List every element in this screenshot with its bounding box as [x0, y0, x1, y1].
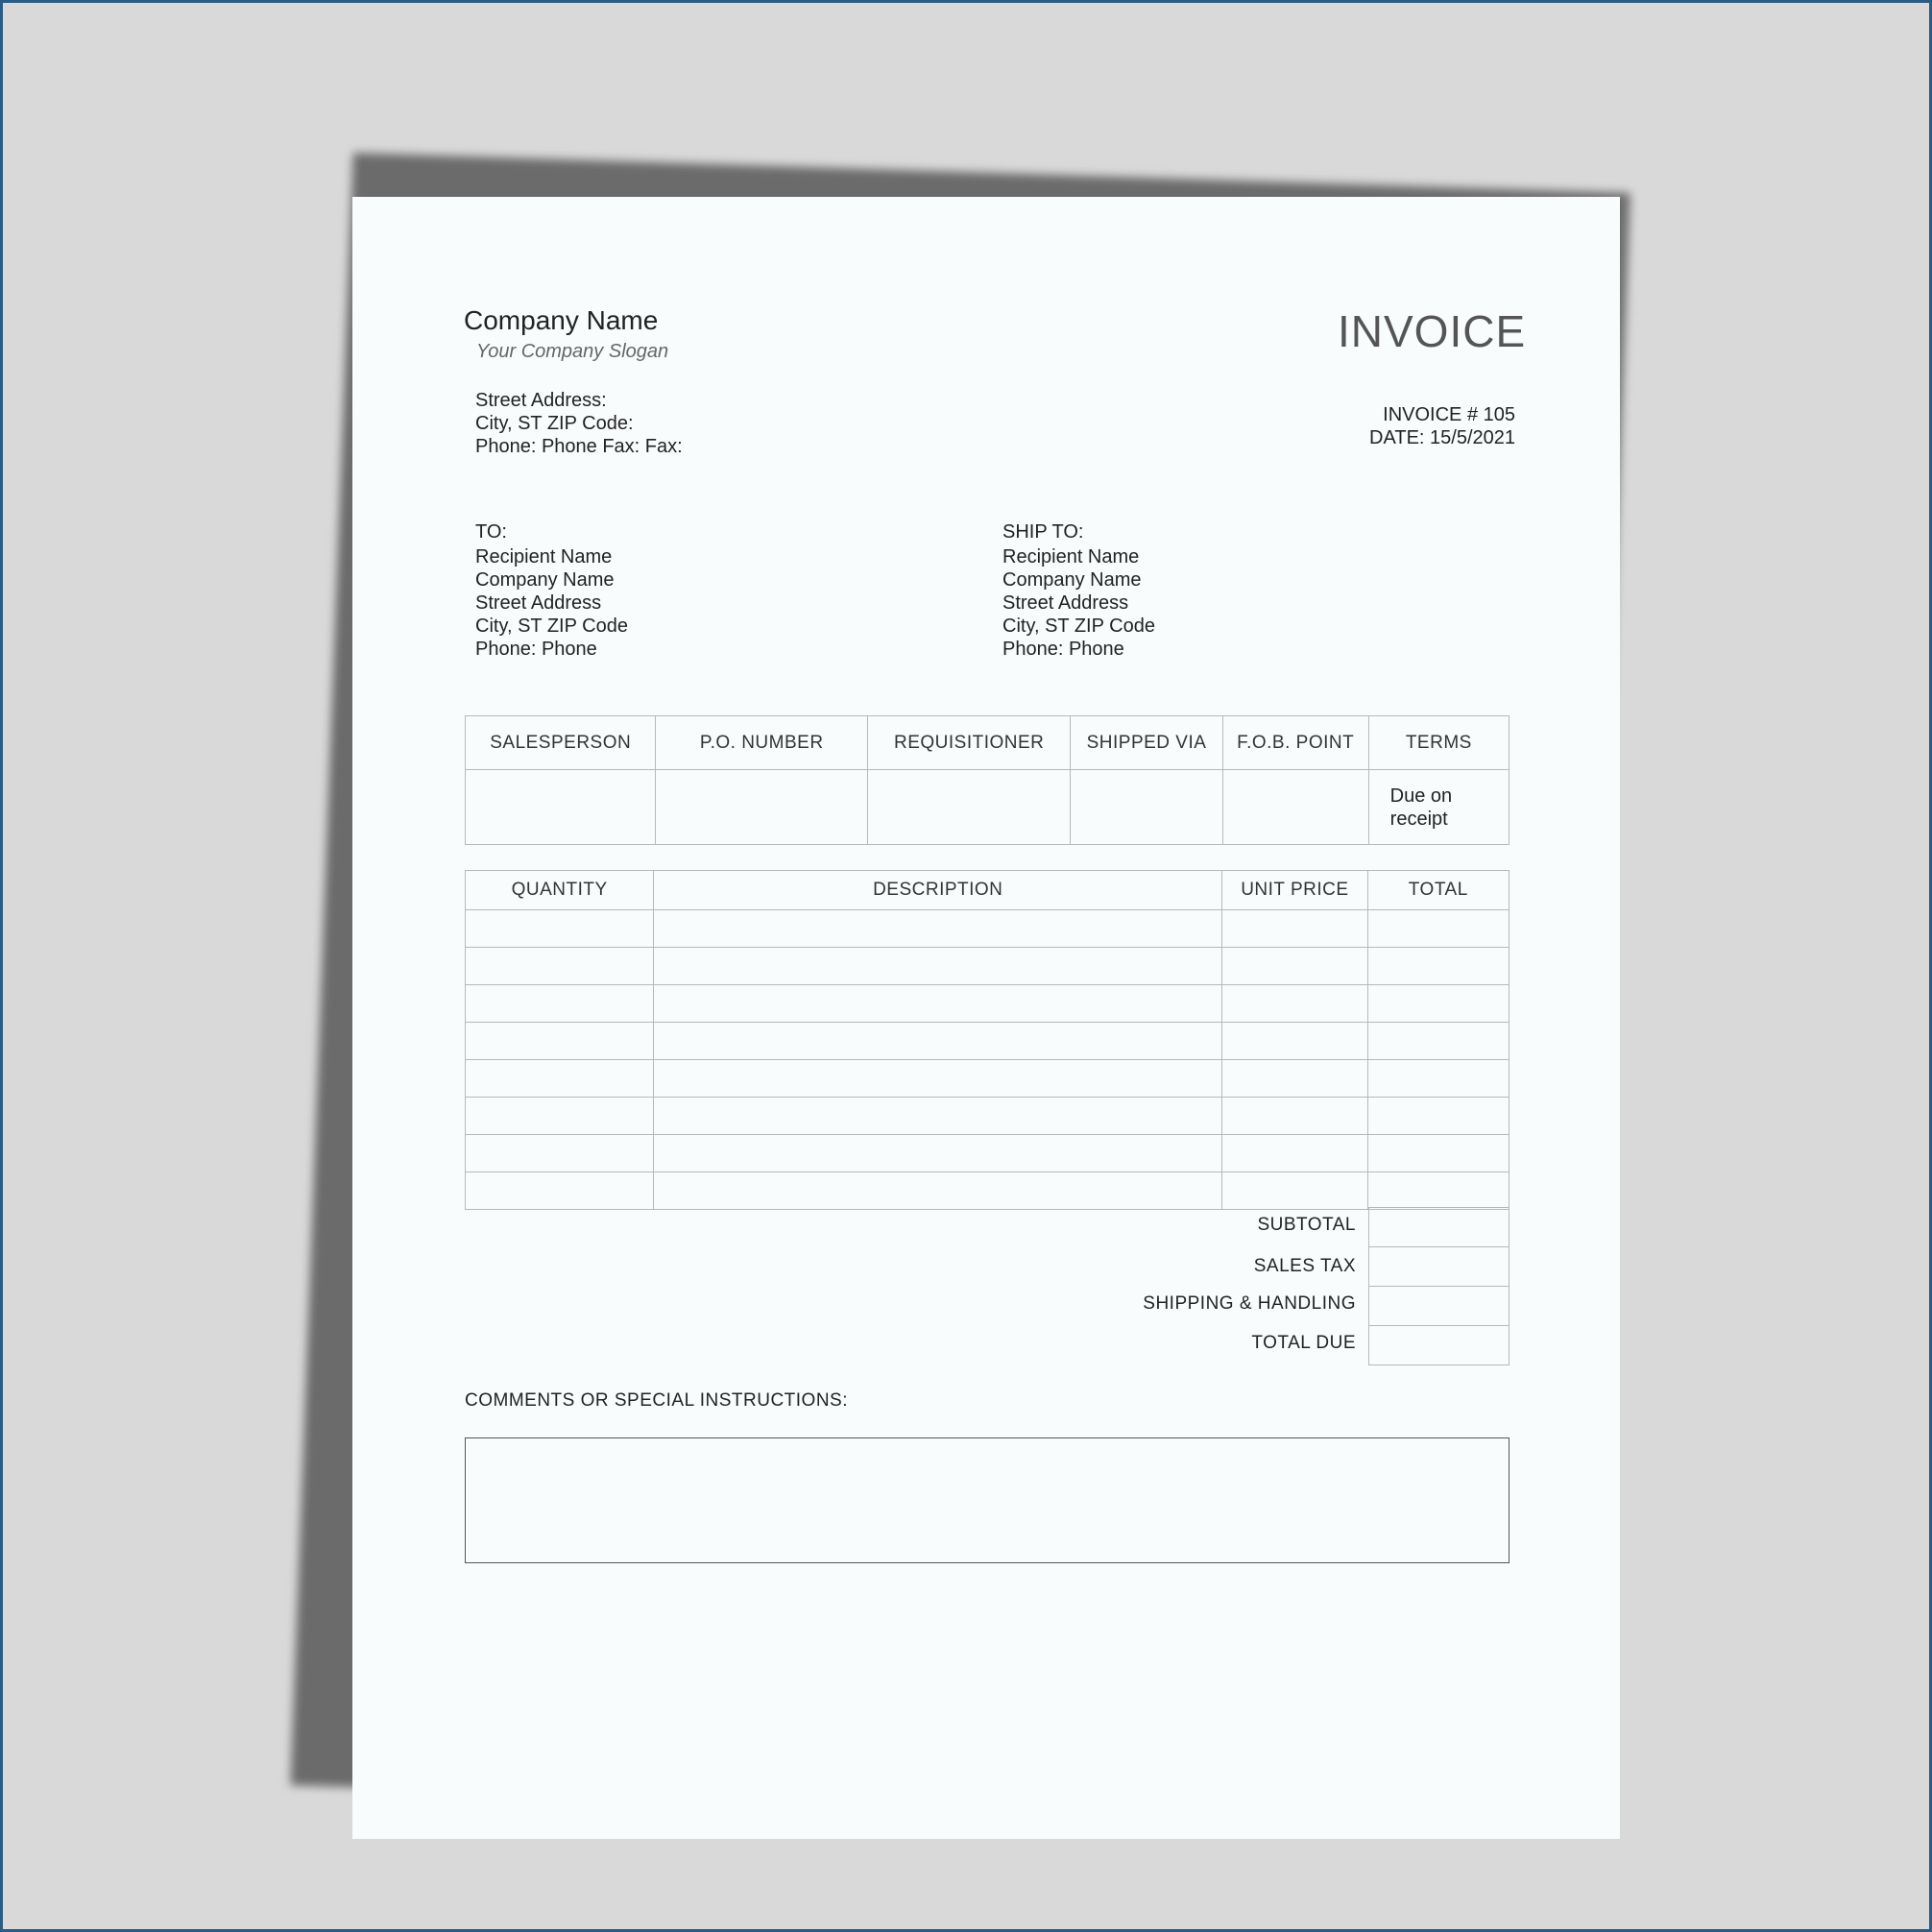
unit-price-cell[interactable]: [1222, 910, 1367, 948]
total-cell[interactable]: [1367, 948, 1509, 985]
total-cell[interactable]: [1367, 1172, 1509, 1210]
quantity-cell[interactable]: [466, 1135, 654, 1172]
ship-to-line: City, ST ZIP Code: [1002, 616, 1155, 637]
salesperson-cell[interactable]: [466, 770, 656, 845]
shipping-handling-value-box[interactable]: [1368, 1286, 1509, 1326]
bill-to-line: Recipient Name: [475, 546, 613, 568]
description-cell[interactable]: [654, 910, 1222, 948]
requisitioner-cell[interactable]: [868, 770, 1071, 845]
address-line: City, ST ZIP Code:: [475, 413, 634, 434]
total-cell[interactable]: [1367, 1135, 1509, 1172]
line-items-header-row: [466, 871, 1509, 910]
company-name: Company Name: [464, 305, 659, 335]
description-cell[interactable]: [654, 1023, 1222, 1060]
col-header-quantity: QUANTITY: [466, 871, 654, 910]
company-slogan: Your Company Slogan: [476, 341, 669, 362]
quantity-cell[interactable]: [466, 948, 654, 985]
address-line: Street Address:: [475, 390, 607, 411]
total-due-label: TOTAL DUE: [1251, 1333, 1356, 1353]
fob-point-cell[interactable]: [1222, 770, 1368, 845]
total-due-row: [960, 1325, 1509, 1364]
description-cell[interactable]: [654, 948, 1222, 985]
subtotal-value-box[interactable]: [1368, 1207, 1509, 1247]
quantity-cell[interactable]: [466, 1172, 654, 1210]
quantity-cell[interactable]: [466, 910, 654, 948]
ship-to-label: SHIP TO:: [1002, 521, 1084, 543]
description-cell[interactable]: [654, 1135, 1222, 1172]
subtotal-row: [960, 1207, 1509, 1246]
invoice-title: INVOICE: [1338, 306, 1527, 356]
ship-to-block: [1002, 520, 1155, 661]
subtotal-label: SUBTOTAL: [1257, 1215, 1356, 1235]
po-number-cell[interactable]: [656, 770, 868, 845]
ship-to-line: Phone: Phone: [1002, 639, 1124, 660]
table-row: [466, 985, 1509, 1023]
col-header-description: DESCRIPTION: [654, 871, 1222, 910]
order-info-header-row: [466, 716, 1509, 770]
quantity-cell[interactable]: [466, 985, 654, 1023]
shipped-via-cell[interactable]: [1071, 770, 1222, 845]
bill-to-label: TO:: [475, 521, 507, 543]
table-row: [466, 1172, 1509, 1210]
col-header-po-number: P.O. NUMBER: [656, 716, 868, 770]
sales-tax-label: SALES TAX: [1253, 1256, 1356, 1276]
shipping-handling-row: [960, 1286, 1509, 1325]
sales-tax-row: [960, 1246, 1509, 1286]
col-header-total: TOTAL: [1367, 871, 1509, 910]
bill-to-block: [475, 520, 628, 661]
table-row: [466, 1023, 1509, 1060]
company-address: [475, 389, 683, 458]
table-row: [466, 948, 1509, 985]
total-cell[interactable]: [1367, 985, 1509, 1023]
unit-price-cell[interactable]: [1222, 985, 1367, 1023]
unit-price-cell[interactable]: [1222, 1023, 1367, 1060]
unit-price-cell[interactable]: [1222, 1060, 1367, 1098]
quantity-cell[interactable]: [466, 1060, 654, 1098]
col-header-unit-price: UNIT PRICE: [1222, 871, 1367, 910]
ship-to-line: Street Address: [1002, 592, 1129, 614]
line-items-table: [465, 870, 1509, 1210]
unit-price-cell[interactable]: [1222, 1172, 1367, 1210]
col-header-requisitioner: REQUISITIONER: [868, 716, 1071, 770]
unit-price-cell[interactable]: [1222, 1135, 1367, 1172]
unit-price-cell[interactable]: [1222, 948, 1367, 985]
table-row: [466, 1098, 1509, 1135]
table-row: [466, 910, 1509, 948]
description-cell[interactable]: [654, 1060, 1222, 1098]
total-cell[interactable]: [1367, 1023, 1509, 1060]
quantity-cell[interactable]: [466, 1098, 654, 1135]
col-header-terms: TERMS: [1368, 716, 1509, 770]
comments-label: COMMENTS OR SPECIAL INSTRUCTIONS:: [465, 1390, 848, 1411]
description-cell[interactable]: [654, 1098, 1222, 1135]
col-header-fob-point: F.O.B. POINT: [1222, 716, 1368, 770]
invoice-number: INVOICE # 105: [1383, 404, 1515, 425]
order-info-value-row: [466, 770, 1509, 845]
bill-to-line: Phone: Phone: [475, 639, 597, 660]
table-row: [466, 1060, 1509, 1098]
description-cell[interactable]: [654, 1172, 1222, 1210]
comments-field[interactable]: [465, 1437, 1509, 1563]
ship-to-line: Recipient Name: [1002, 546, 1140, 568]
bill-to-line: Company Name: [475, 569, 615, 591]
invoice-meta: [1369, 403, 1515, 449]
terms-cell[interactable]: Due on receipt: [1368, 770, 1509, 845]
description-cell[interactable]: [654, 985, 1222, 1023]
total-cell[interactable]: [1367, 1098, 1509, 1135]
unit-price-cell[interactable]: [1222, 1098, 1367, 1135]
total-cell[interactable]: [1367, 910, 1509, 948]
table-row: [466, 1135, 1509, 1172]
col-header-shipped-via: SHIPPED VIA: [1071, 716, 1222, 770]
col-header-salesperson: SALESPERSON: [466, 716, 656, 770]
quantity-cell[interactable]: [466, 1023, 654, 1060]
total-cell[interactable]: [1367, 1060, 1509, 1098]
shipping-handling-label: SHIPPING & HANDLING: [1143, 1293, 1356, 1314]
address-line: Phone: Phone Fax: Fax:: [475, 436, 683, 457]
bill-to-line: Street Address: [475, 592, 602, 614]
ship-to-line: Company Name: [1002, 569, 1142, 591]
total-due-value-box[interactable]: [1368, 1325, 1509, 1365]
bill-to-line: City, ST ZIP Code: [475, 616, 628, 637]
order-info-table: [465, 715, 1509, 845]
invoice-date: DATE: 15/5/2021: [1369, 427, 1515, 448]
sales-tax-value-box[interactable]: [1368, 1246, 1509, 1287]
